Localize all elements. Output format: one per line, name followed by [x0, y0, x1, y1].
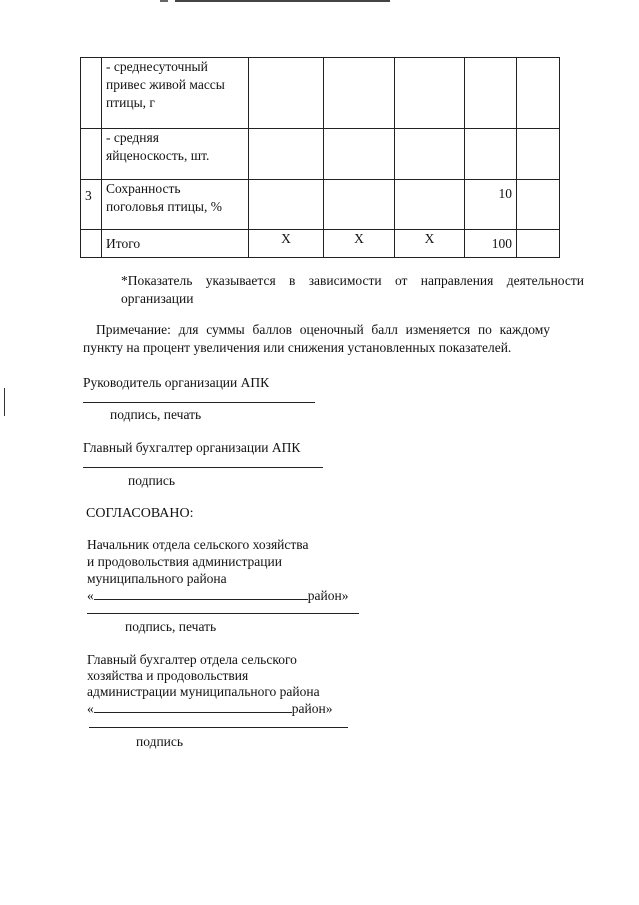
row-number — [81, 58, 102, 129]
row-name — [102, 129, 249, 180]
row-number — [81, 230, 102, 258]
head-dept-caption: подпись, печать — [125, 619, 217, 634]
row-number: 3 — [81, 180, 102, 230]
row-number — [81, 129, 102, 180]
chief-accountant-dept-signature-line — [89, 727, 348, 728]
row-name-line: - средняя — [106, 130, 159, 145]
row-name-line: поголовья птицы, % — [106, 199, 222, 214]
chief-accountant-dept-district-line — [87, 699, 332, 717]
chief-accountant-dept-caption: подпись — [136, 734, 184, 749]
head-dept-line-3: муниципального района — [87, 571, 227, 586]
table-cell — [324, 180, 395, 230]
row-name — [102, 180, 249, 230]
table-cell: 10 — [465, 180, 517, 230]
table-row — [81, 180, 560, 230]
head-dept-line-1: Начальник отдела сельского хозяйства — [87, 537, 309, 552]
row-name-line: Итого — [106, 235, 141, 251]
scan-top-line — [175, 0, 390, 2]
chief-accountant-dept-line-2: хозяйства и продовольствия — [87, 668, 249, 683]
row-name-line: яйценоскость, шт. — [106, 148, 210, 163]
district-suffix: район» — [307, 588, 349, 603]
head-org-title: Руководитель организации АПК — [83, 375, 270, 390]
scan-margin-mark — [4, 388, 5, 416]
table-row — [81, 230, 560, 258]
table-row — [81, 129, 560, 180]
chief-accountant-dept-line-1: Главный бухгалтер отдела сельского — [87, 652, 297, 667]
table-cell: Х — [249, 230, 324, 258]
footnote-line-1: *Показатель указывается в зависимости от направления деятельности — [121, 273, 584, 288]
chief-accountant-org-title: Главный бухгалтер организации АПК — [83, 440, 301, 455]
note-line-2: пункту на процент увеличения или снижения установленных показателей. — [83, 340, 512, 355]
chief-accountant-org-signature-line — [83, 467, 323, 468]
table-cell — [249, 58, 324, 129]
head-dept-district-line — [87, 586, 348, 604]
table-cell — [395, 180, 465, 230]
head-dept-line-2: и продовольствия администрации — [87, 554, 282, 569]
table-cell: Х — [324, 230, 395, 258]
table-cell — [395, 58, 465, 129]
table-cell — [465, 58, 517, 129]
table-cell: 100 — [465, 230, 517, 258]
table-row — [81, 58, 560, 129]
district-suffix: район» — [291, 701, 333, 716]
table-cell: Х — [395, 230, 465, 258]
row-name — [102, 230, 249, 258]
head-org-signature-line — [83, 402, 315, 403]
row-name-line: привес живой массы — [106, 77, 225, 92]
open-quote: « — [87, 588, 94, 603]
note-line-1: Примечание: для суммы баллов оценочный балл изменяется по каждому — [96, 322, 550, 337]
table-cell — [395, 129, 465, 180]
table-cell — [517, 129, 560, 180]
table-cell — [517, 180, 560, 230]
table-cell — [517, 58, 560, 129]
indicator-table — [80, 57, 560, 258]
head-dept-signature-line — [87, 613, 359, 614]
approved-heading: СОГЛАСОВАНО: — [86, 506, 194, 521]
table-cell — [465, 129, 517, 180]
table-cell — [249, 129, 324, 180]
open-quote: « — [87, 701, 94, 716]
district-fill-line — [94, 699, 292, 713]
row-name-line: Сохранность — [106, 181, 181, 196]
row-name — [102, 58, 249, 129]
table-cell — [249, 180, 324, 230]
table-cell — [517, 230, 560, 258]
head-org-caption: подпись, печать — [110, 407, 202, 422]
chief-accountant-dept-line-3: администрации муниципального района — [87, 684, 320, 699]
row-name-line: - среднесуточный — [106, 59, 208, 74]
row-name-line: птицы, г — [106, 95, 155, 110]
district-fill-line — [94, 586, 308, 600]
table-cell — [324, 129, 395, 180]
table-cell — [324, 58, 395, 129]
scan-top-mark — [160, 0, 168, 2]
footnote-line-2: организации — [121, 291, 194, 306]
chief-accountant-org-caption: подпись — [128, 473, 176, 488]
